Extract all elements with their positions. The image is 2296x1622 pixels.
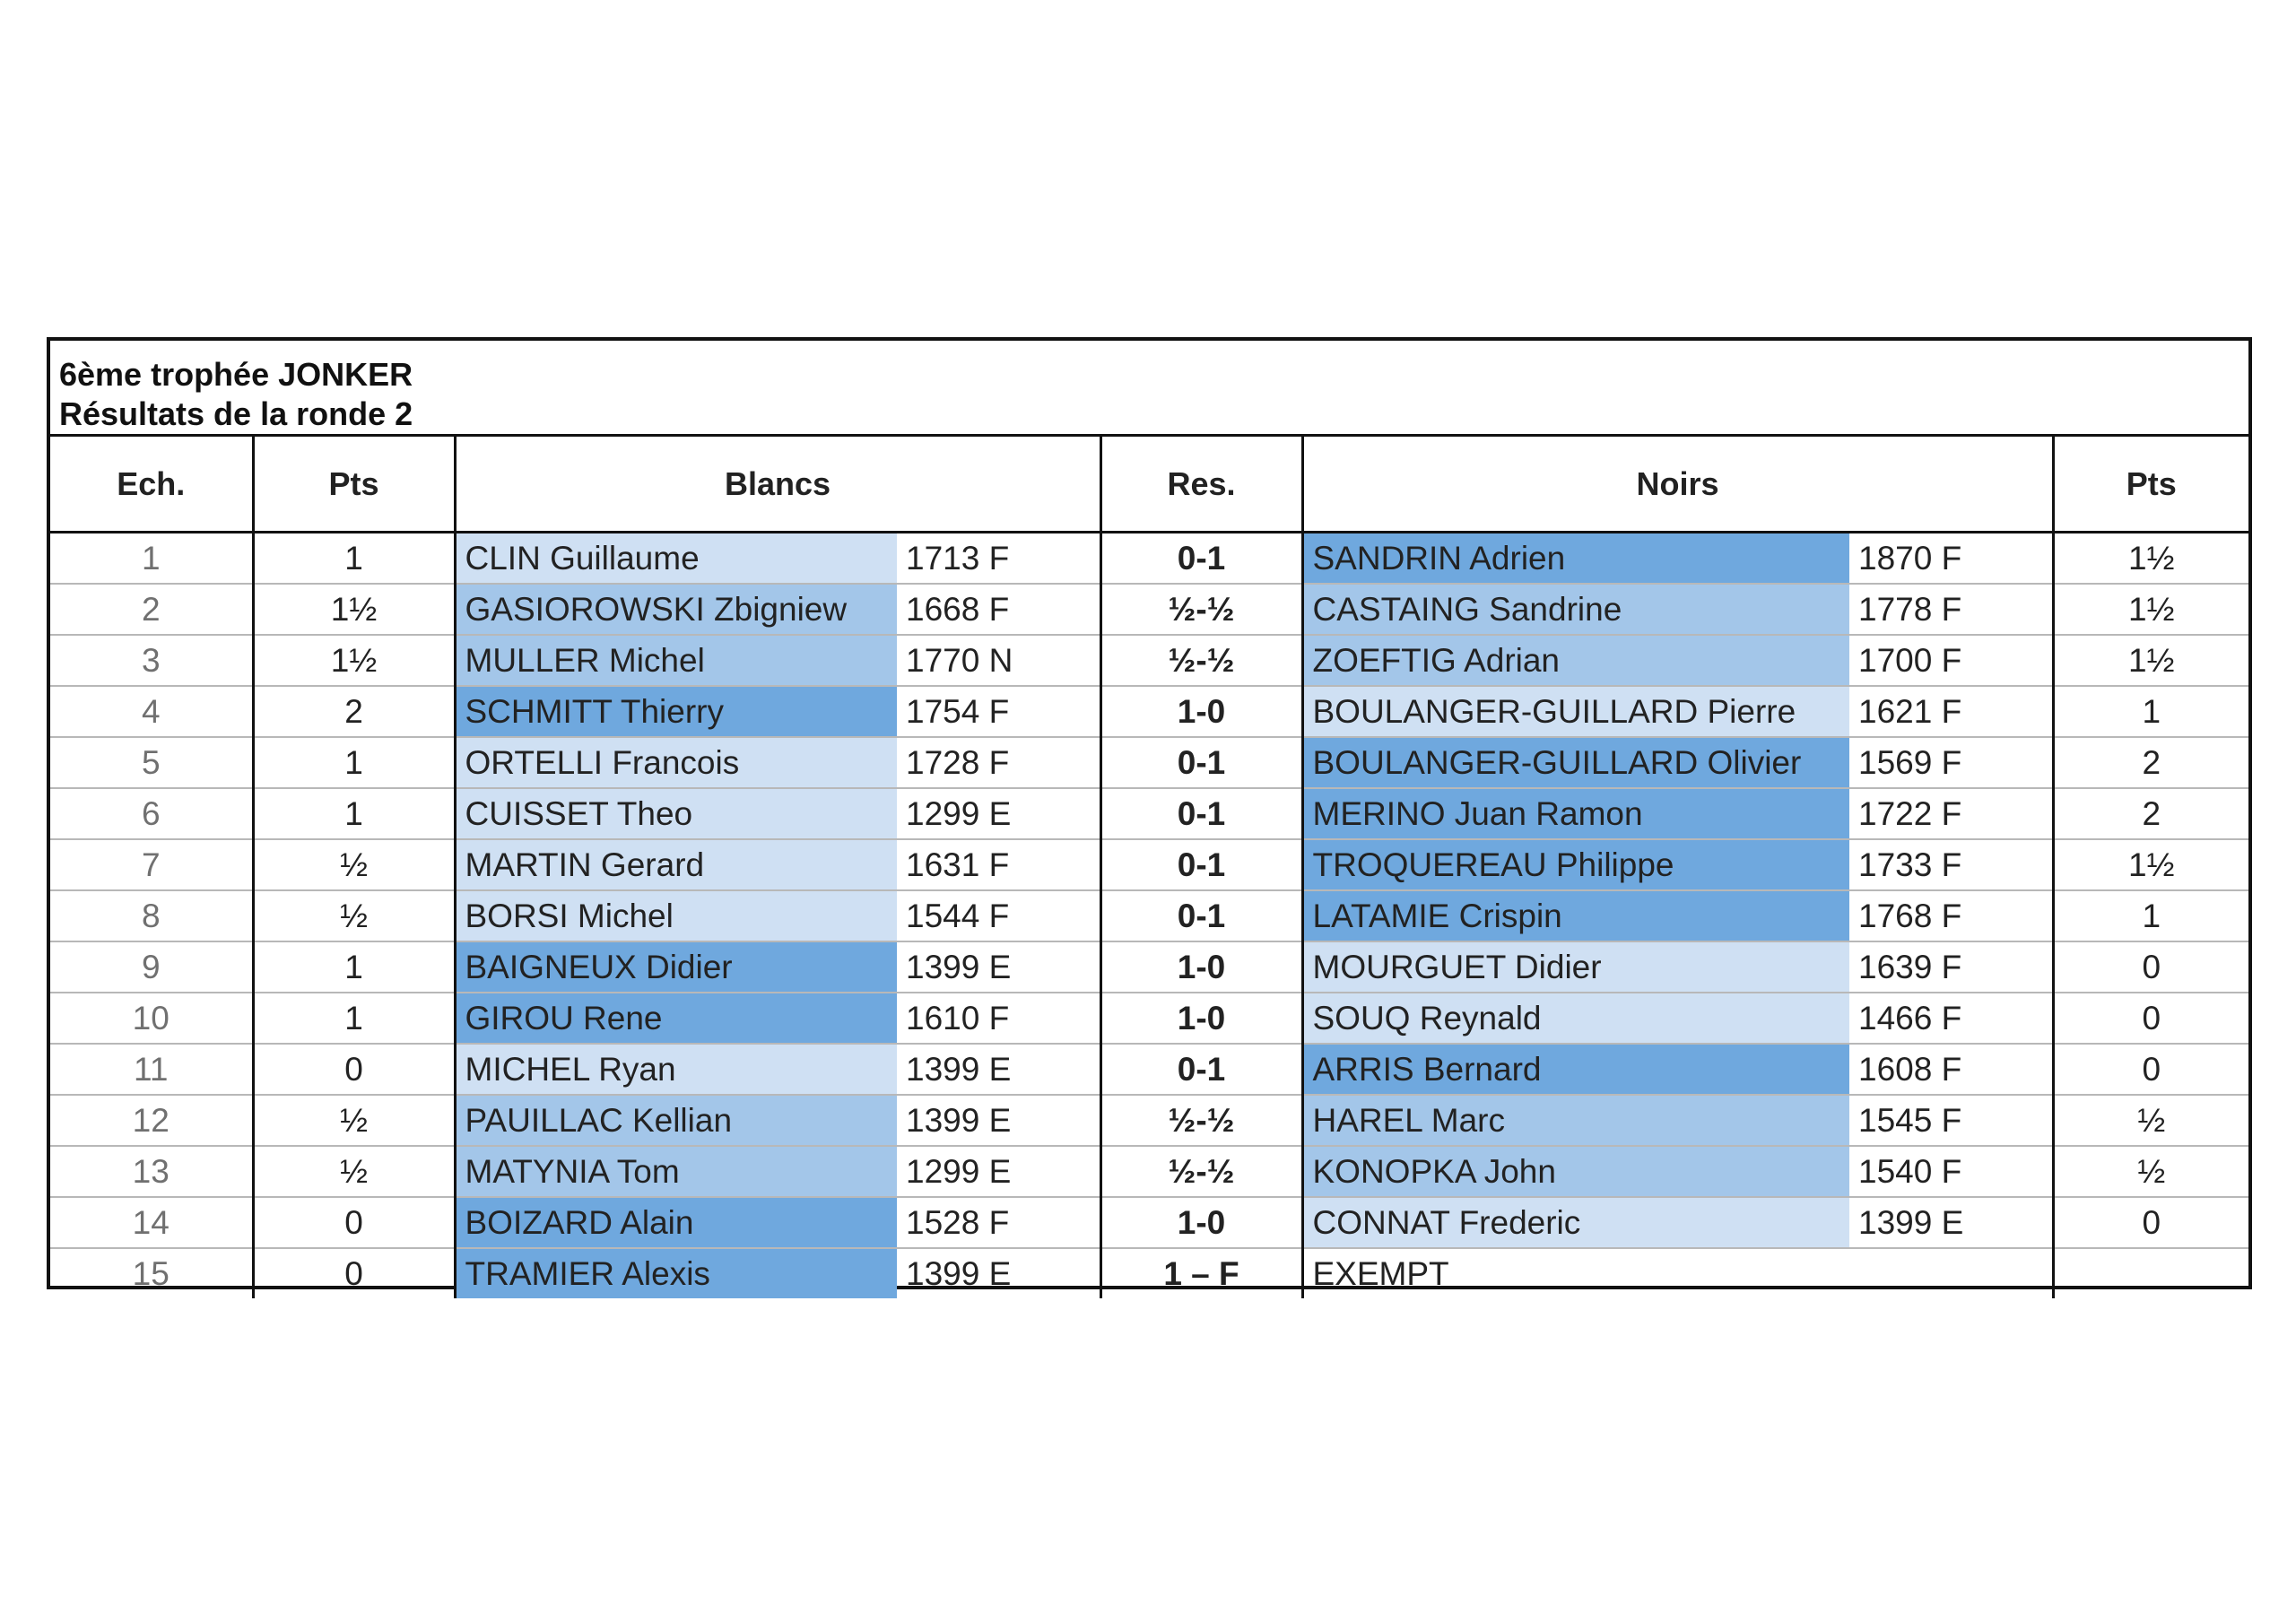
table-row [50, 1146, 2248, 1197]
black-points: 1 [2053, 686, 2248, 737]
white-points: ½ [253, 890, 455, 941]
white-player: MICHEL Ryan [455, 1044, 897, 1095]
white-player: BAIGNEUX Didier [455, 941, 897, 993]
black-rating: 1569 F [1849, 737, 2053, 788]
black-rating: 1639 F [1849, 941, 2053, 993]
board-number: 8 [50, 890, 253, 941]
white-rating: 1399 E [906, 1254, 1012, 1292]
board-number: 11 [50, 1044, 253, 1095]
white-rating: 1728 F [897, 737, 1100, 788]
black-points: 2 [2053, 788, 2248, 839]
black-points: 0 [2053, 941, 2248, 993]
black-player: MERINO Juan Ramon [1302, 788, 1849, 839]
game-result: 0-1 [1100, 533, 1302, 585]
black-player: TROQUEREAU Philippe [1302, 839, 1849, 890]
black-points: 1½ [2053, 533, 2248, 585]
black-points: ½ [2053, 1095, 2248, 1146]
black-player: ZOEFTIG Adrian [1302, 635, 1849, 686]
table-row [50, 635, 2248, 686]
game-result: 1-0 [1100, 1197, 1302, 1248]
white-player: TRAMIER Alexis [455, 1248, 897, 1298]
results-table [50, 437, 2248, 1298]
black-rating: 1545 F [1849, 1095, 2053, 1146]
black-player: BOULANGER-GUILLARD Pierre [1302, 686, 1849, 737]
game-result: 0-1 [1100, 737, 1302, 788]
board-number: 5 [50, 737, 253, 788]
black-rating [1849, 1248, 2053, 1298]
white-points: 1 [253, 737, 455, 788]
game-result: ½-½ [1100, 1146, 1302, 1197]
black-rating: 1399 E [1849, 1197, 2053, 1248]
tournament-title: 6ème trophée JONKER [59, 356, 413, 393]
white-rating: 1544 F [897, 890, 1100, 941]
white-points: 1 [253, 993, 455, 1044]
game-result: 0-1 [1100, 788, 1302, 839]
black-points: 1½ [2053, 584, 2248, 635]
board-number: 13 [50, 1146, 253, 1197]
white-points: 1 [253, 788, 455, 839]
black-player: SOUQ Reynald [1302, 993, 1849, 1044]
white-points: 0 [253, 1197, 455, 1248]
white-rating: 1770 N [897, 635, 1100, 686]
black-rating: 1722 F [1849, 788, 2053, 839]
white-player: PAUILLAC Kellian [455, 1095, 897, 1146]
white-points: 0 [253, 1044, 455, 1095]
title-block [50, 341, 2248, 437]
black-player: MOURGUET Didier [1302, 941, 1849, 993]
game-result: 0-1 [1100, 1044, 1302, 1095]
white-rating: 1399 E [897, 1044, 1100, 1095]
white-player: MULLER Michel [455, 635, 897, 686]
table-row [50, 890, 2248, 941]
black-points: 1 [2053, 890, 2248, 941]
header-blacks: Noirs [1302, 437, 2053, 533]
white-points: ½ [253, 1146, 455, 1197]
board-number: 2 [50, 584, 253, 635]
table-row [50, 533, 2248, 585]
black-player: HAREL Marc [1302, 1095, 1849, 1146]
table-row [50, 584, 2248, 635]
game-result: 1-0 [1100, 993, 1302, 1044]
white-rating: 1668 F [897, 584, 1100, 635]
board-number: 1 [50, 533, 253, 585]
table-row [50, 941, 2248, 993]
table-row [50, 788, 2248, 839]
table-row [50, 1044, 2248, 1095]
black-points: ½ [2053, 1146, 2248, 1197]
white-rating: 1528 F [897, 1197, 1100, 1248]
board-number: 3 [50, 635, 253, 686]
board-number: 6 [50, 788, 253, 839]
header-pts-black: Pts [2053, 437, 2248, 533]
table-row [50, 737, 2248, 788]
black-player: SANDRIN Adrien [1302, 533, 1849, 585]
white-points: 2 [253, 686, 455, 737]
game-result: 0-1 [1100, 890, 1302, 941]
white-player: BOIZARD Alain [455, 1197, 897, 1248]
black-points: 0 [2053, 1044, 2248, 1095]
board-number: 7 [50, 839, 253, 890]
white-points: ½ [253, 839, 455, 890]
white-rating: 1610 F [897, 993, 1100, 1044]
game-result: ½-½ [1100, 1095, 1302, 1146]
game-result: 1-0 [1100, 686, 1302, 737]
black-rating: 1733 F [1849, 839, 2053, 890]
black-points: 1½ [2053, 635, 2248, 686]
white-player: SCHMITT Thierry [455, 686, 897, 737]
game-result: ½-½ [1100, 635, 1302, 686]
table-row [50, 1248, 2248, 1298]
results-sheet [47, 337, 2252, 1292]
white-points: 1 [253, 533, 455, 585]
black-player: BOULANGER-GUILLARD Olivier [1302, 737, 1849, 788]
white-rating: 1631 F [897, 839, 1100, 890]
white-player: CUISSET Theo [455, 788, 897, 839]
black-player: CASTAING Sandrine [1302, 584, 1849, 635]
board-number: 15 [132, 1254, 170, 1292]
table-row [50, 1095, 2248, 1146]
black-rating: 1700 F [1849, 635, 2053, 686]
game-result: ½-½ [1100, 584, 1302, 635]
black-points: 0 [2053, 993, 2248, 1044]
black-points: 1½ [2053, 839, 2248, 890]
black-player: CONNAT Frederic [1302, 1197, 1849, 1248]
black-rating: 1608 F [1849, 1044, 2053, 1095]
black-points: 2 [2053, 737, 2248, 788]
black-rating: 1778 F [1849, 584, 2053, 635]
black-rating: 1870 F [1849, 533, 2053, 585]
header-ech: Ech. [50, 437, 253, 533]
board-number: 10 [50, 993, 253, 1044]
black-rating: 1540 F [1849, 1146, 2053, 1197]
white-points: 1 [253, 941, 455, 993]
black-points: 0 [2053, 1197, 2248, 1248]
black-rating: 1466 F [1849, 993, 2053, 1044]
white-rating: 1299 E [897, 788, 1100, 839]
black-player: EXEMPT [1302, 1248, 1849, 1298]
table-row [50, 1197, 2248, 1248]
header-row [50, 437, 2248, 533]
white-player: MATYNIA Tom [455, 1146, 897, 1197]
white-points: 0 [253, 1248, 455, 1298]
white-player: GIROU Rene [455, 993, 897, 1044]
black-player: ARRIS Bernard [1302, 1044, 1849, 1095]
board-number: 9 [50, 941, 253, 993]
white-player: BORSI Michel [455, 890, 897, 941]
board-number: 4 [50, 686, 253, 737]
white-rating: 1399 E [897, 941, 1100, 993]
table-row [50, 839, 2248, 890]
white-points: 1½ [253, 584, 455, 635]
game-result: 0-1 [1100, 839, 1302, 890]
header-whites: Blancs [455, 437, 1100, 533]
black-player: KONOPKA John [1302, 1146, 1849, 1197]
white-points: ½ [253, 1095, 455, 1146]
white-player: ORTELLI Francois [455, 737, 897, 788]
table-row [50, 993, 2248, 1044]
white-points: 1½ [253, 635, 455, 686]
black-player: LATAMIE Crispin [1302, 890, 1849, 941]
black-points [2053, 1248, 2248, 1298]
round-title: Résultats de la ronde 2 [59, 395, 413, 432]
white-rating: 1713 F [897, 533, 1100, 585]
board-number: 14 [50, 1197, 253, 1248]
table-row [50, 686, 2248, 737]
black-rating: 1768 F [1849, 890, 2053, 941]
game-result: 1 – F [1100, 1248, 1302, 1298]
white-rating: 1399 E [897, 1095, 1100, 1146]
white-player: MARTIN Gerard [455, 839, 897, 890]
header-pts-white: Pts [253, 437, 455, 533]
white-player: CLIN Guillaume [455, 533, 897, 585]
results-body [50, 533, 2248, 1299]
white-rating: 1754 F [897, 686, 1100, 737]
game-result: 1-0 [1100, 941, 1302, 993]
white-player: GASIOROWSKI Zbigniew [455, 584, 897, 635]
header-result: Res. [1100, 437, 1302, 533]
black-rating: 1621 F [1849, 686, 2053, 737]
board-number: 12 [50, 1095, 253, 1146]
white-rating: 1299 E [897, 1146, 1100, 1197]
